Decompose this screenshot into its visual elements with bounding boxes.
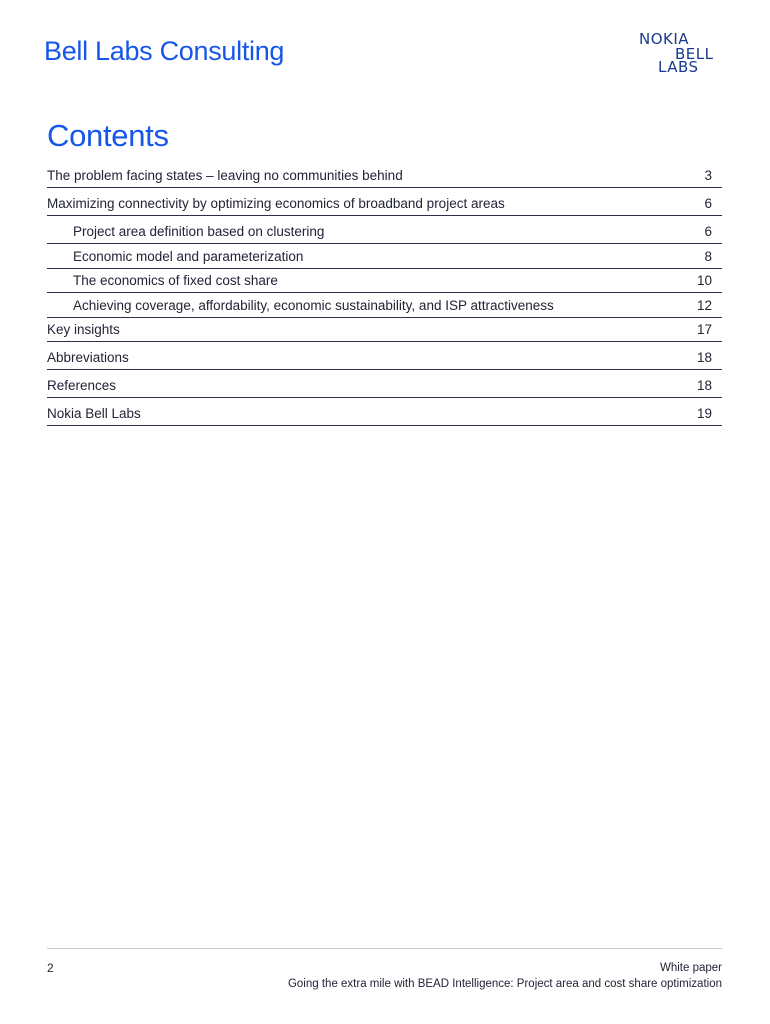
toc-entry[interactable]	[47, 160, 722, 188]
toc-entry-label: The problem facing states – leaving no communities behind	[47, 168, 403, 183]
footer-divider	[47, 948, 722, 949]
logo-line-labs: LABS	[658, 58, 699, 76]
toc-subentry[interactable]	[47, 269, 722, 294]
toc-entry-page: 18	[696, 378, 712, 393]
footer-doc-type: White paper	[659, 962, 722, 974]
toc-entry[interactable]	[47, 342, 722, 370]
toc-entry-label: Abbreviations	[47, 350, 129, 365]
table-of-contents	[47, 160, 722, 426]
logo-line-bell: BELL	[675, 45, 714, 63]
brand-title: Bell Labs Consulting	[44, 36, 285, 66]
footer-doc-info	[288, 960, 722, 992]
toc-entry-label: Key insights	[47, 322, 120, 337]
toc-entry-page: 8	[704, 248, 712, 264]
logo-line-nokia: NOKIA	[639, 30, 690, 48]
toc-entry[interactable]	[47, 370, 722, 398]
contents-title: Contents	[47, 118, 169, 153]
toc-entry-label: Maximizing connectivity by optimizing economics of broadband project areas	[47, 196, 505, 211]
footer-doc-title: Going the extra mile with BEAD Intelligence: Project area and cost share optimization	[287, 978, 722, 990]
toc-entry-label: Economic model and parameterization	[73, 248, 304, 264]
toc-subentry[interactable]	[47, 244, 722, 269]
toc-entry-page: 3	[704, 168, 712, 183]
toc-entry[interactable]	[47, 318, 722, 343]
toc-entry[interactable]	[47, 188, 722, 216]
toc-entry-page: 12	[696, 297, 712, 313]
toc-subentry[interactable]	[47, 216, 722, 244]
toc-subentry[interactable]	[47, 293, 722, 318]
toc-entry-page: 6	[704, 196, 712, 211]
toc-entry-page: 10	[696, 273, 712, 288]
toc-entry-label: Project area definition based on clustering	[73, 224, 325, 239]
toc-entry-page: 19	[696, 406, 712, 421]
toc-entry-label: The economics of fixed cost share	[73, 273, 278, 288]
toc-entry-label: Achieving coverage, affordability, economic sustainability, and ISP attractiveness	[73, 297, 554, 313]
toc-entry-page: 18	[696, 350, 712, 365]
toc-entry[interactable]	[47, 398, 722, 426]
nokia-bell-labs-logo	[636, 32, 726, 76]
toc-entry-page: 17	[696, 322, 712, 337]
page-number: 2	[47, 961, 54, 975]
toc-entry-page: 6	[704, 224, 712, 239]
toc-entry-label: References	[47, 378, 117, 393]
toc-entry-label: Nokia Bell Labs	[47, 406, 141, 421]
